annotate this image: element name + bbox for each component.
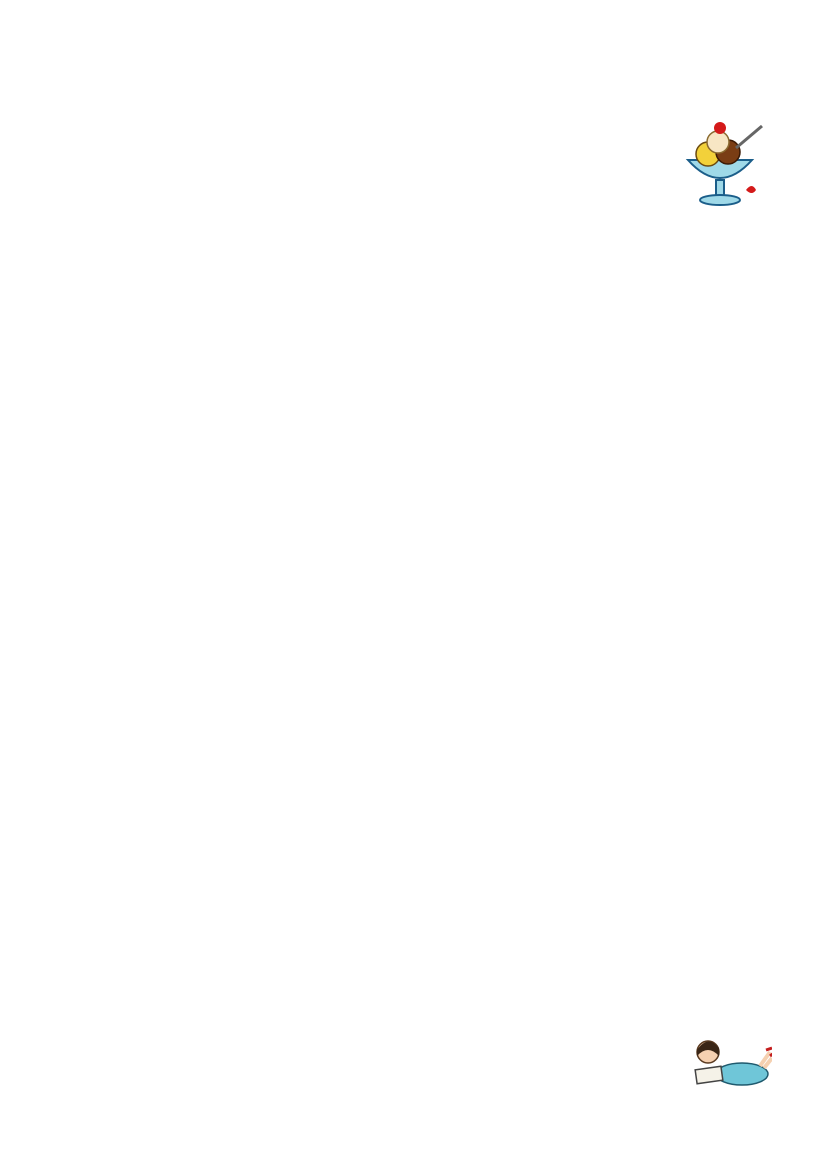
girl-reading-image bbox=[686, 1034, 772, 1094]
ice-cream-sundae-image bbox=[676, 118, 764, 210]
